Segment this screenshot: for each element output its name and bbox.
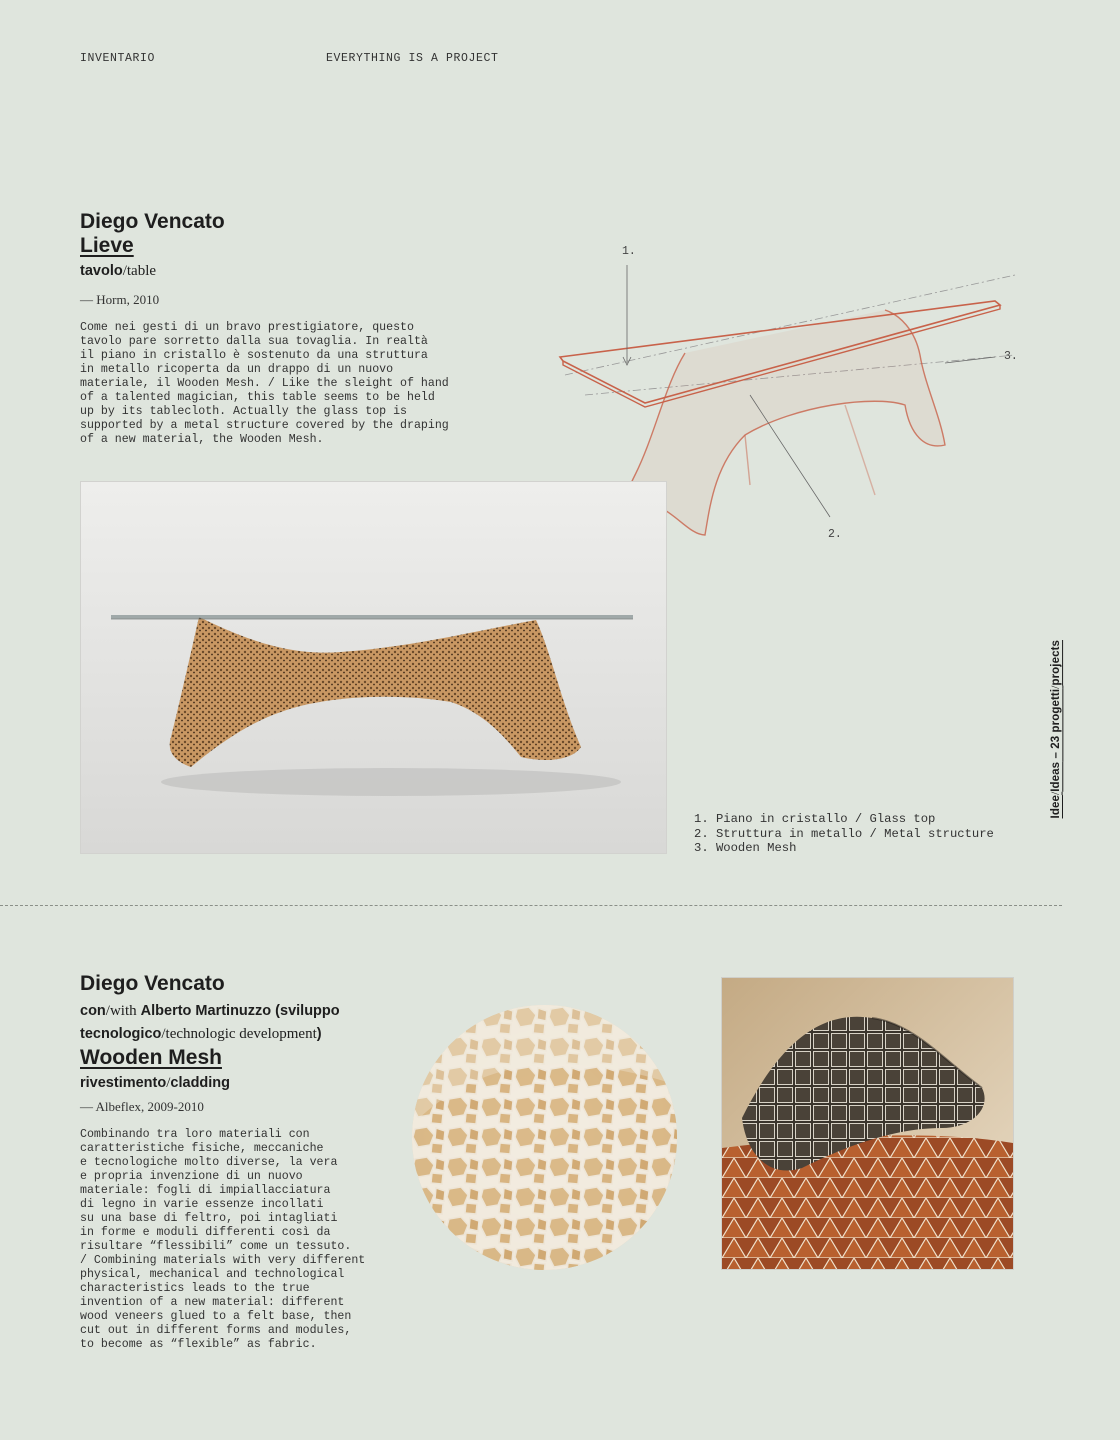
category-2 [80,1073,420,1093]
role-en: technologic development [165,1026,317,1042]
section-divider [0,905,1062,906]
side-tag-projects: projects [1050,640,1062,686]
category-2-sep: / [166,1075,171,1091]
category-it: tavolo [80,263,123,279]
collaborator-name: Alberto Martinuzzo (sviluppo [140,1003,340,1019]
designer-name: Diego Vencato [80,210,225,233]
drawing-label-2: 2. [828,528,842,541]
role-close: ) [316,1026,322,1042]
category [80,261,500,281]
collaborator-role [80,1023,420,1046]
running-head-center: EVERYTHING IS A PROJECT [326,52,499,65]
category-sep: / [122,263,127,279]
designer-name-2: Diego Vencato [80,972,225,995]
side-tag-count: – 23 progetti [1050,688,1062,762]
project-description: Come nei gesti di un bravo prestigiatore, questo tavolo pare sorretto dalla sua tovaglia. In realtà il piano in cristallo è sostenuto da una struttura in metallo ricoperta da un drappo di un nuovo materiale, il Wooden Mesh. / Like the sleight of hand of a talented magician, this table seems to be held up by its tablecloth. Actually the glass top is supported by a metal structure covered by the draping of a new material, the Wooden Mesh. [80,321,449,446]
drawing-label-1: 1. [622,245,636,258]
wooden-mesh-detail-photo [412,1005,677,1270]
legend-item-2: 2. Struttura in metallo / Metal structure [694,826,994,841]
running-head-left: INVENTARIO [80,52,156,65]
collaborator-line [80,1000,420,1023]
side-tag-en: Ideas [1050,761,1062,792]
project-description-2: Combinando tra loro materiali con caratteristiche fisiche, meccaniche e tecnologiche molto diverse, la vera e propria invenzione di un nuovo materiale: fogli di impiallacciatura di legno in varie essenze incollati su una base di feltro, poi intagliati in forme e moduli differenti così da risultare “flessibili” come un tessuto. / Combining materials with very different physical, mechanical and technological characteristics leads to the true invention of a new material: different wood veneers glued to a felt base, then cut out in different forms and modules, to become as “flexible” as fabric. [80,1128,366,1351]
producer-2: — Albeflex, 2009-2010 [80,1099,204,1114]
category-2-it: rivestimento [80,1075,167,1091]
with-sep: / [105,1003,110,1019]
project-lieve-heading [80,210,500,281]
lieve-table-photo [80,481,667,854]
product-name-2: Wooden Mesh [80,1046,222,1069]
drawing-label-3: 3. [1004,350,1018,363]
product-name: Lieve [80,234,134,257]
side-tag-sep: / [1050,791,1062,796]
project-wooden-mesh-heading [80,972,420,1093]
role-it: tecnologico [80,1026,162,1042]
category-2-en: cladding [170,1075,231,1091]
producer: — Horm, 2010 [80,292,160,307]
legend-item-3: 3. Wooden Mesh [694,841,797,855]
wooden-mesh-fabric-photo [721,977,1014,1270]
role-sep: / [161,1026,166,1042]
with-it: con [80,1003,106,1019]
category-en: table [126,263,157,279]
with-en: with [109,1003,137,1019]
wooden-mesh-detail-illustration [412,1005,677,1270]
drawing-legend [694,812,994,856]
lieve-table-illustration [81,482,666,853]
section-side-tag [1050,640,1070,818]
side-tag-it: Idee [1050,795,1062,819]
side-tag-sep-2: / [1050,685,1062,689]
legend-item-1: 1. Piano in cristallo / Glass top [694,812,936,826]
wooden-mesh-fabric-illustration [722,978,1013,1269]
